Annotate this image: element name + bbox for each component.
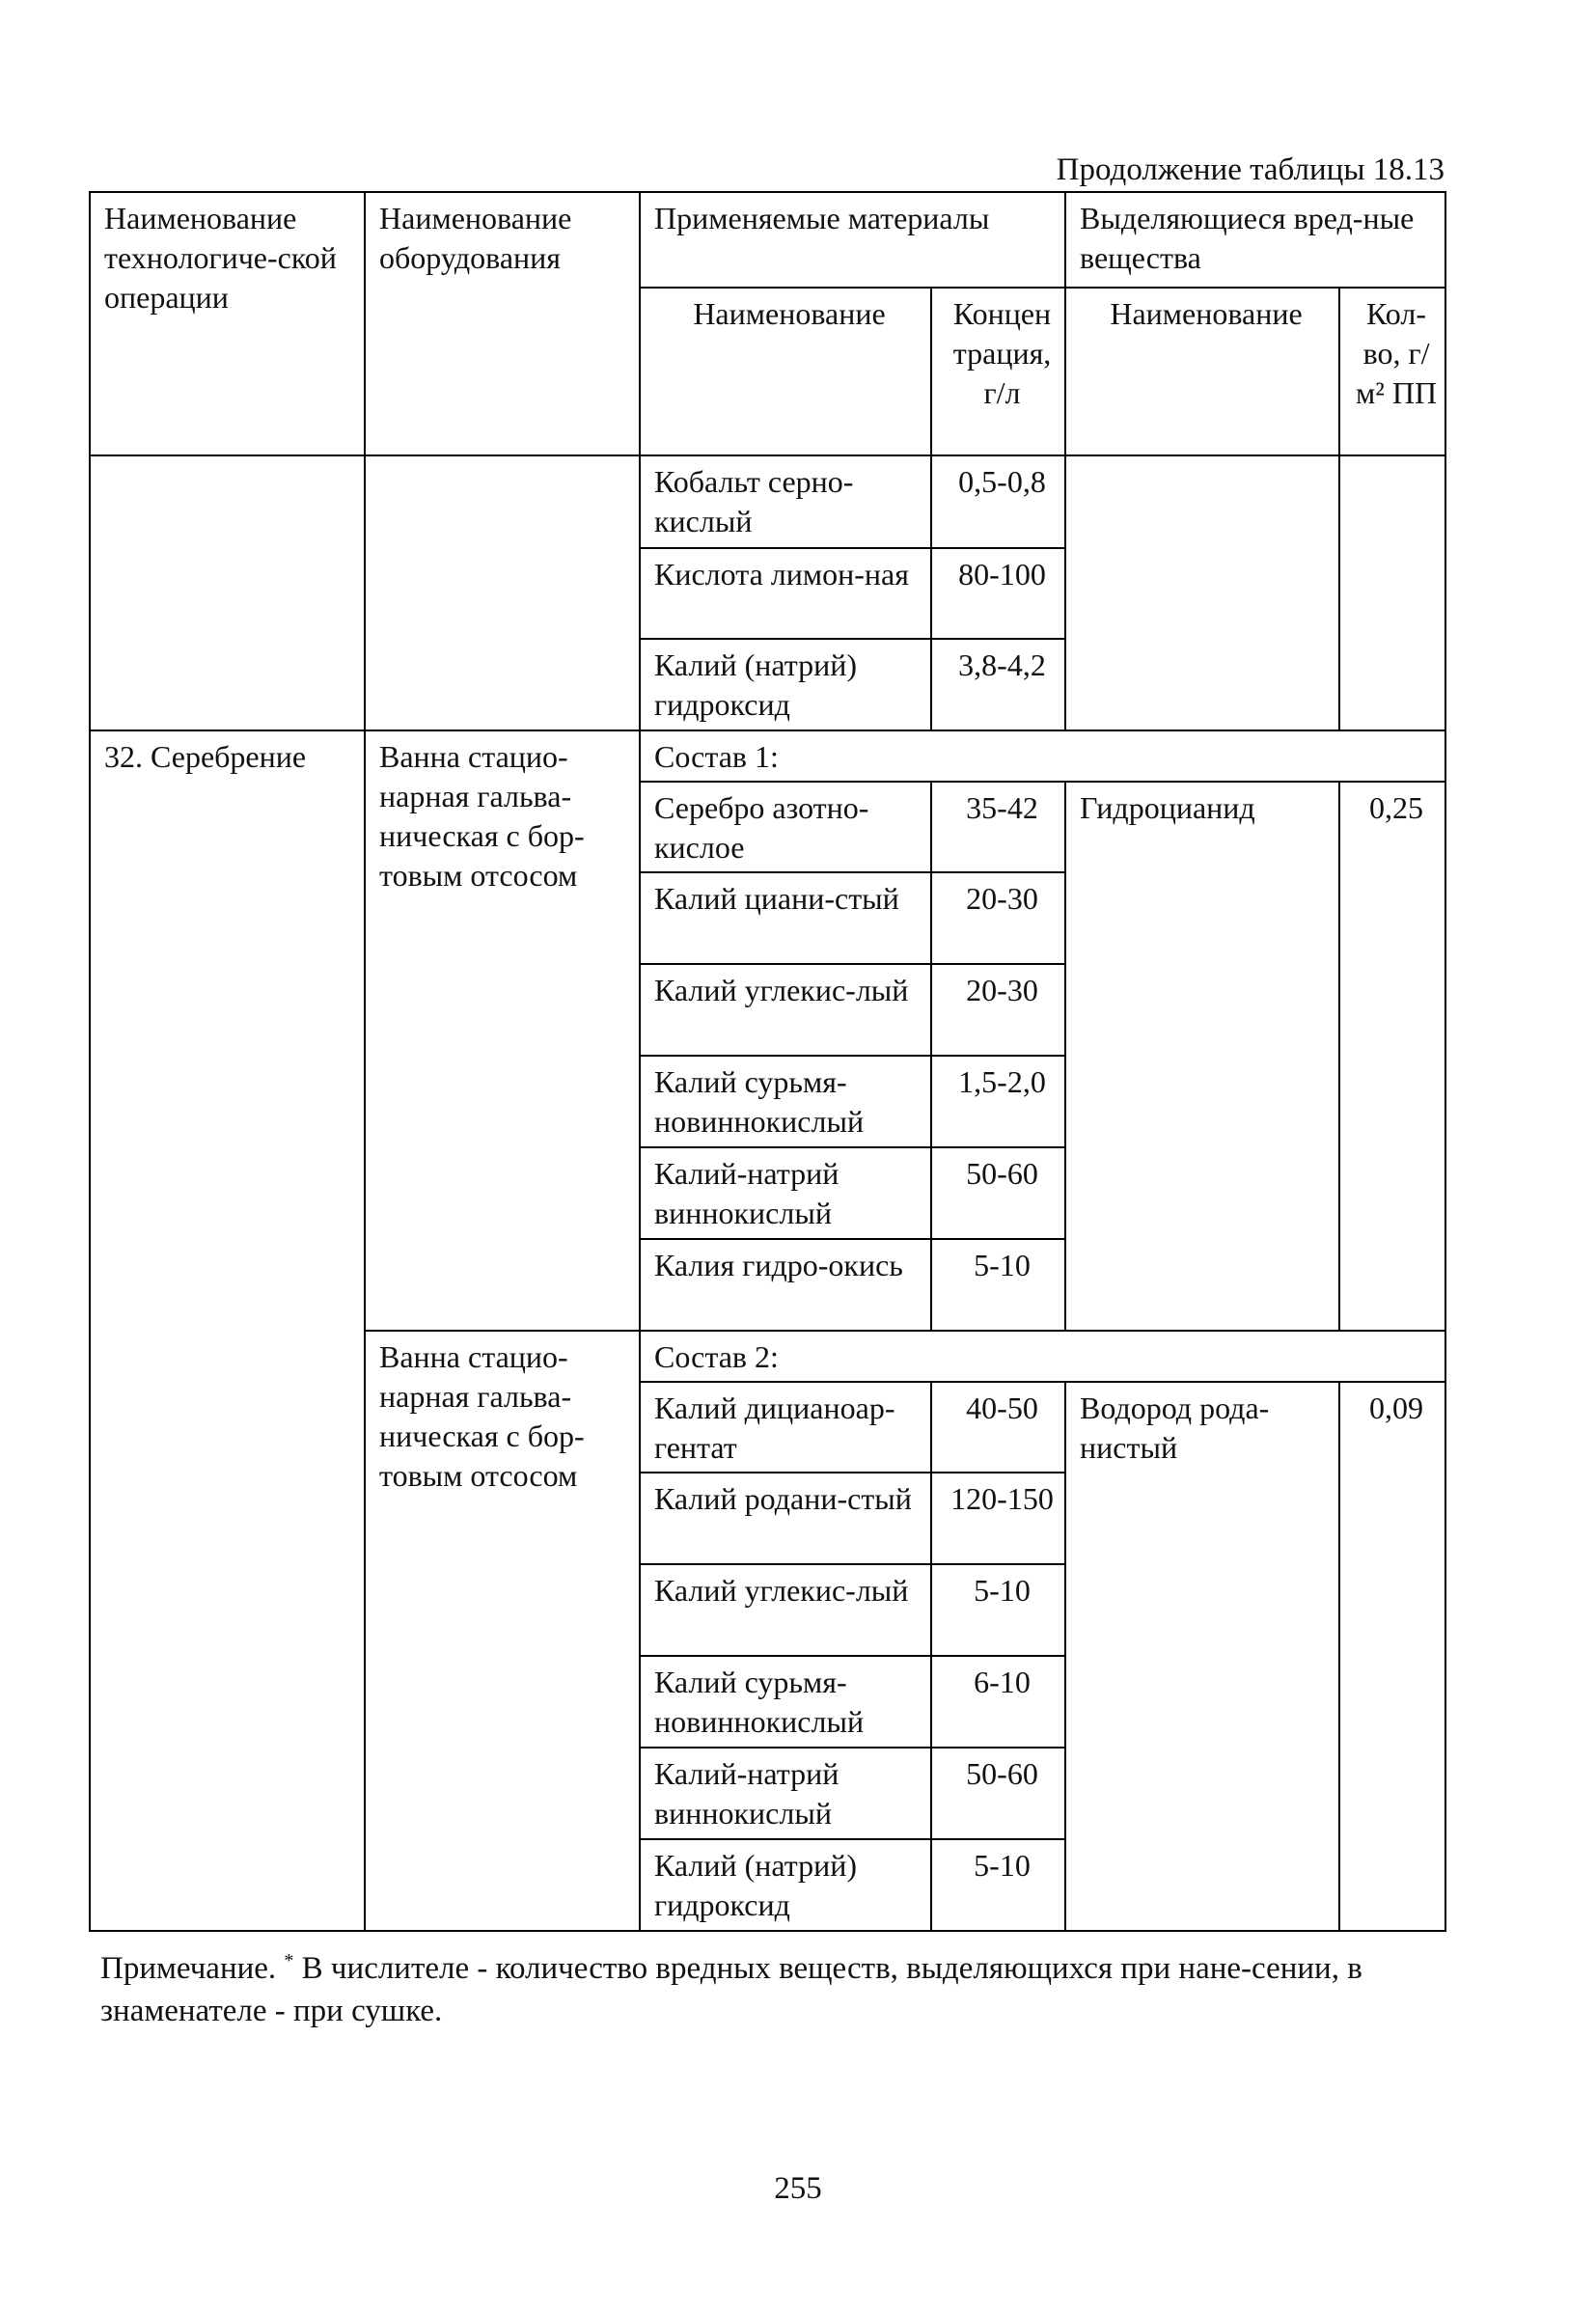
emission-name: Гидроцианид: [1065, 782, 1339, 1331]
material-concentration: 50-60: [931, 1147, 1065, 1239]
material-concentration: 120-150: [931, 1473, 1065, 1564]
material-concentration: 5-10: [931, 1839, 1065, 1931]
header-operation: Наименование технологиче-ской операции: [90, 192, 365, 455]
header-emission-qty: Кол-во, г/м² ПП: [1339, 288, 1445, 455]
emission-name: Водород рода-нистый: [1065, 1382, 1339, 1931]
header-equipment: Наименование оборудования: [365, 192, 640, 455]
material-concentration: 20-30: [931, 964, 1065, 1056]
material-name: Калий родани-стый: [640, 1473, 931, 1564]
material-name: Кобальт серно-кислый: [640, 455, 931, 548]
material-name: Калий-натрий виннокислый: [640, 1147, 931, 1239]
table-caption: Продолжение таблицы 18.13: [1056, 152, 1445, 187]
composition-row: [90, 730, 1445, 782]
emission-qty: 0,25: [1339, 782, 1445, 1331]
composition-2-label: Состав 2:: [640, 1331, 1445, 1382]
equipment-cell-empty: [365, 455, 640, 730]
material-name: Серебро азотно-кислое: [640, 782, 931, 872]
material-concentration: 5-10: [931, 1564, 1065, 1656]
table-note: [100, 1940, 1451, 2032]
material-name: Калий углекис-лый: [640, 964, 931, 1056]
material-concentration: 40-50: [931, 1382, 1065, 1473]
material-name: Калий-натрий виннокислый: [640, 1748, 931, 1839]
material-concentration: 50-60: [931, 1748, 1065, 1839]
material-name: Калий углекис-лый: [640, 1564, 931, 1656]
material-name: Калий (натрий) гидроксид: [640, 639, 931, 730]
material-name: Кислота лимон-ная: [640, 548, 931, 639]
header-material-name: Наименование: [640, 288, 931, 455]
table-row: [90, 455, 1445, 548]
material-concentration: 3,8-4,2: [931, 639, 1065, 730]
material-name: Калий циани-стый: [640, 872, 931, 964]
material-name: Калий сурьмя-новиннокислый: [640, 1056, 931, 1147]
emission-qty-empty: [1339, 455, 1445, 730]
page-number: 255: [774, 2171, 822, 2206]
materials-table: [89, 191, 1446, 1932]
material-concentration: 20-30: [931, 872, 1065, 964]
material-name: Калий (натрий) гидроксид: [640, 1839, 931, 1931]
material-concentration: 1,5-2,0: [931, 1056, 1065, 1147]
equipment-group-1: Ванна стацио-нарная гальва-ническая с бор-товым отсосом: [365, 730, 640, 1331]
material-concentration: 35-42: [931, 782, 1065, 872]
header-emission-name: Наименование: [1065, 288, 1339, 455]
material-concentration: 80-100: [931, 548, 1065, 639]
header-concentration: Концен трация, г/л: [931, 288, 1065, 455]
material-concentration: 5-10: [931, 1239, 1065, 1331]
header-emissions: Выделяющиеся вред-ные вещества: [1065, 192, 1445, 288]
header-row-1: [90, 192, 1445, 288]
emission-qty: 0,09: [1339, 1382, 1445, 1931]
material-name: Калия гидро-окись: [640, 1239, 931, 1331]
header-materials: Применяемые материалы: [640, 192, 1065, 288]
operation-silvering: 32. Серебрение: [90, 730, 365, 1931]
emission-name-empty: [1065, 455, 1339, 730]
operation-cell-empty: [90, 455, 365, 730]
material-concentration: 6-10: [931, 1656, 1065, 1748]
material-name: Калий дицианоар-гентат: [640, 1382, 931, 1473]
equipment-group-2: Ванна стацио-нарная гальва-ническая с бор-товым отсосом: [365, 1331, 640, 1931]
note-asterisk: *: [284, 1950, 294, 1971]
material-name: Калий сурьмя-новиннокислый: [640, 1656, 931, 1748]
composition-1-label: Состав 1:: [640, 730, 1445, 782]
material-concentration: 0,5-0,8: [931, 455, 1065, 548]
note-label: Примечание.: [100, 1951, 277, 1986]
note-text: В числителе - количество вредных веществ, выделяющихся при нане-сении, в знаменателе - при сушке.: [100, 1951, 1362, 2028]
